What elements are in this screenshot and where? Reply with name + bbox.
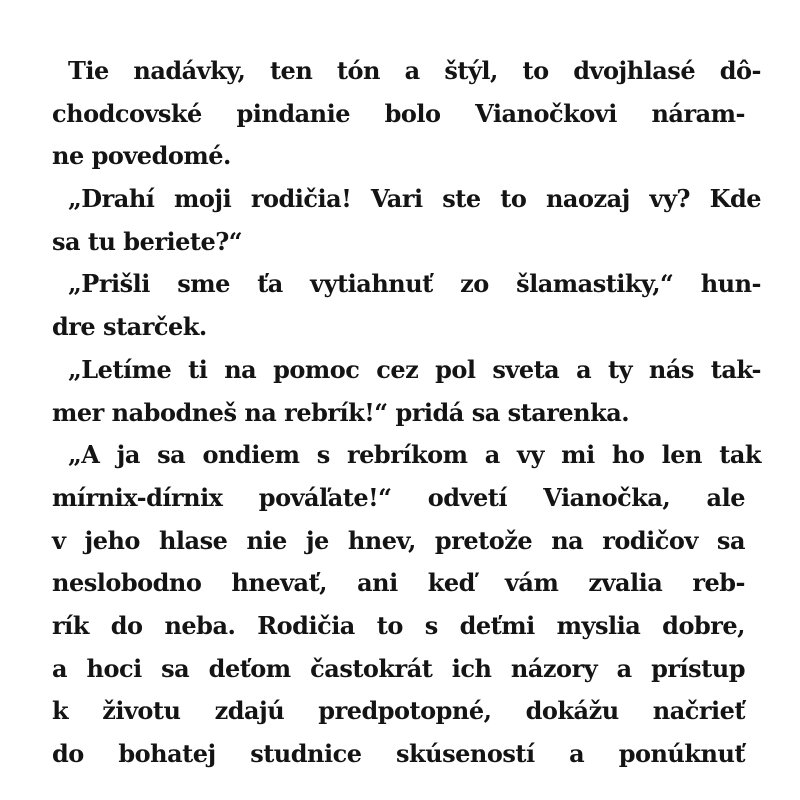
text-line: ne povedomé. bbox=[52, 141, 231, 171]
text-line: a hoci sa deťom častokrát ich názory a prístup bbox=[52, 653, 745, 683]
text-line: „Letíme ti na pomoc cez pol sveta a ty nás tak- bbox=[68, 354, 761, 384]
text-line: sa tu beriete?“ bbox=[52, 226, 243, 256]
text-line: v jeho hlase nie je hnev, pretože na rodičov sa bbox=[52, 525, 745, 555]
text-line: k životu zdajú predpotopné, dokážu načrieť bbox=[52, 696, 745, 726]
text-line: „Prišli sme ťa vytiahnuť zo šlamastiky,“ hun- bbox=[68, 269, 761, 299]
text-line: „A ja sa ondiem s rebríkom a vy mi ho len tak bbox=[68, 440, 761, 470]
text-line: dre starček. bbox=[52, 312, 207, 342]
text-block bbox=[52, 50, 772, 776]
text-line: rík do neba. Rodičia to s deťmi myslia dobre, bbox=[52, 610, 745, 640]
text-line: Tie nadávky, ten tón a štýl, to dvojhlasé dô- bbox=[68, 56, 761, 85]
text-line: mer nabodneš na rebrík!“ pridá sa starenka. bbox=[52, 397, 630, 427]
text-line: „Drahí moji rodičia! Vari ste to naozaj vy? Kde bbox=[68, 184, 761, 214]
text-line: do bohatej studnice skúseností a ponúknuť bbox=[52, 739, 745, 768]
text-line: neslobodno hnevať, ani keď vám zvalia reb- bbox=[52, 568, 745, 598]
text-line: mírnix-dírnix pováľate!“ odvetí Vianočka, ale bbox=[52, 482, 745, 512]
text-line: chodcovské pindanie bolo Vianočkovi náram- bbox=[52, 98, 745, 128]
